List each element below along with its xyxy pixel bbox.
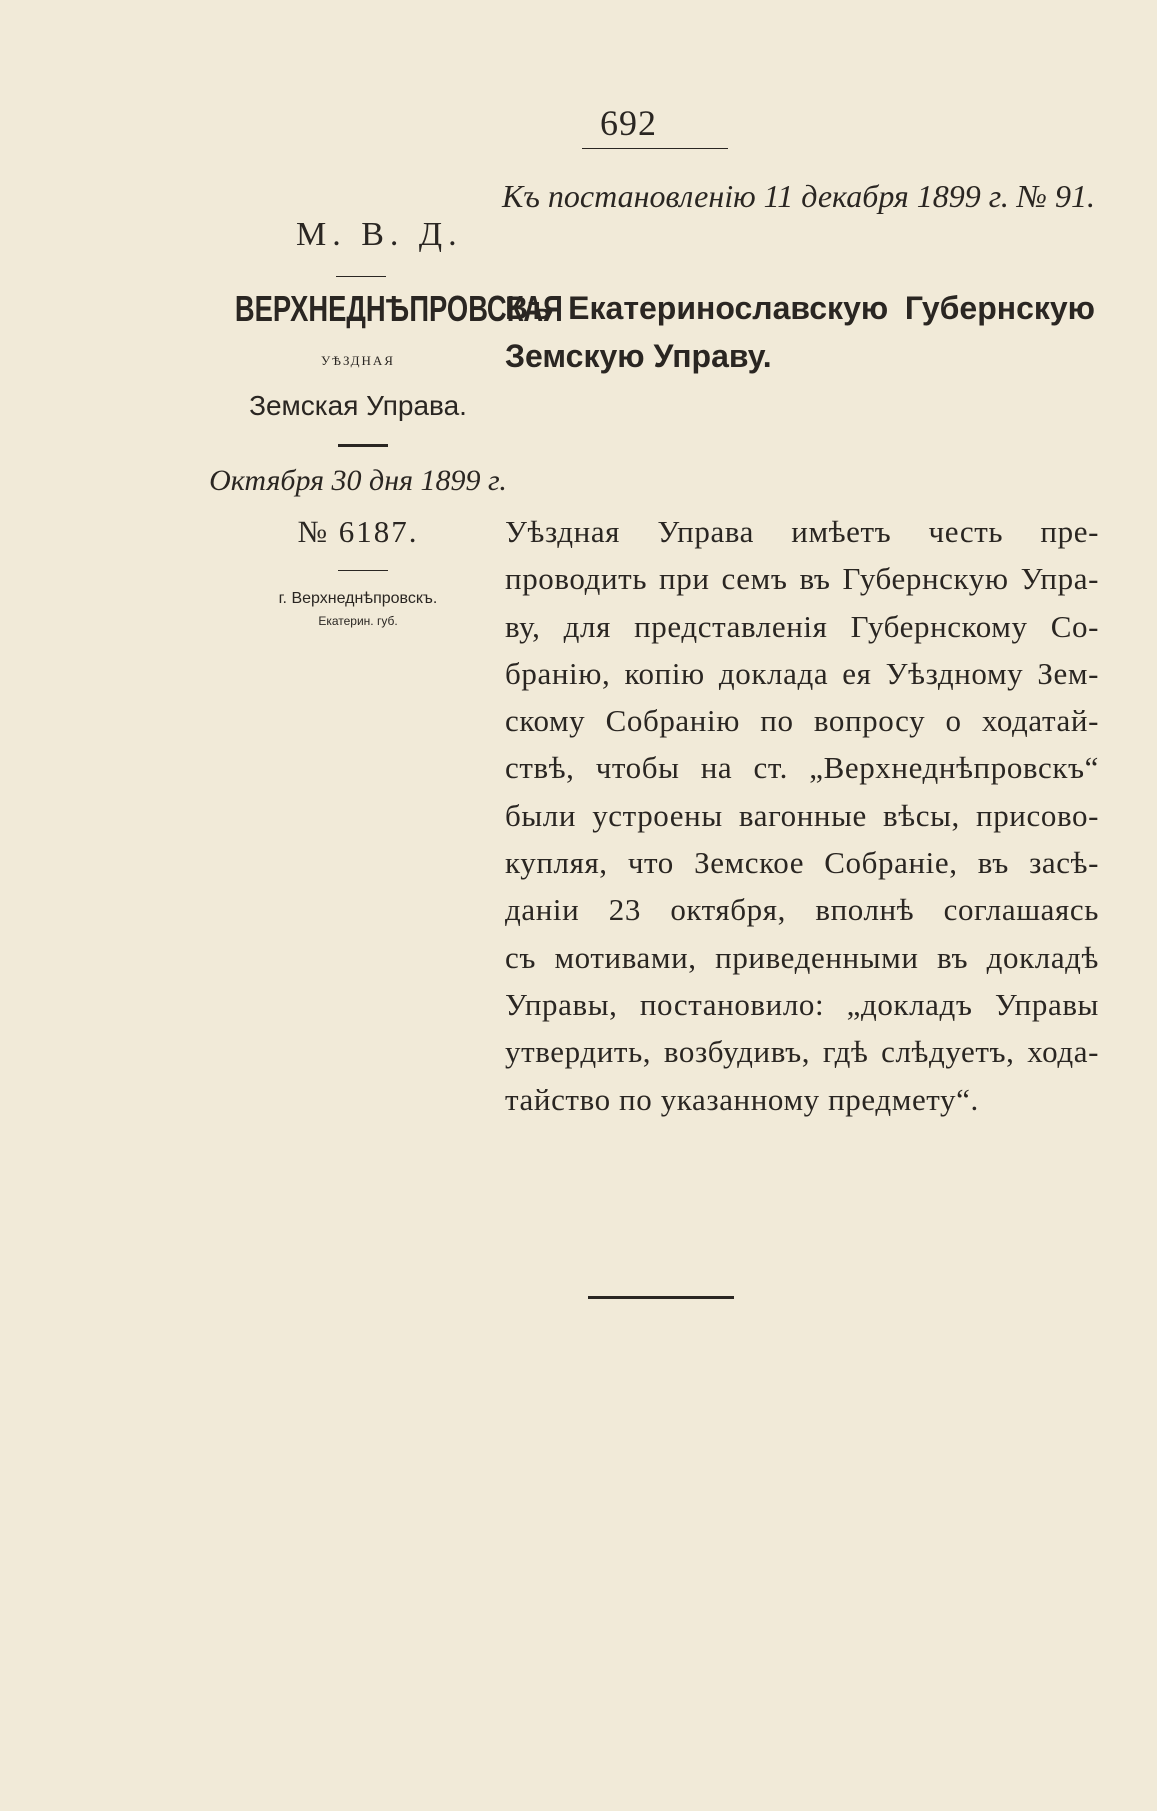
body-line: тайство по указанному предмету“. bbox=[505, 1081, 979, 1117]
board-rule bbox=[338, 444, 388, 447]
sender-board: Земская Управа. bbox=[249, 390, 467, 421]
ministry-rule bbox=[336, 276, 386, 277]
body-line: Уѣздная Управа имѣетъ честь пре- bbox=[505, 514, 1099, 549]
resolution-reference: Къ постановленію 11 декабря 1899 г. № 91. bbox=[502, 178, 1095, 214]
sender-office-name: ВЕРХНЕДНѢПРОВСКАЯ bbox=[234, 288, 563, 329]
page-number: 692 bbox=[600, 103, 657, 143]
body-line: проводить при семъ въ Губернскую Упра- bbox=[505, 561, 1099, 597]
sender-town: г. Верхнеднѣпровскъ. bbox=[278, 590, 438, 607]
body-line: были устроены вагонные вѣсы, присово- bbox=[505, 797, 1099, 833]
page-number-rule bbox=[582, 148, 728, 149]
letter-body bbox=[505, 508, 1099, 1123]
document-number: № 6187. bbox=[297, 514, 419, 549]
body-line: Управы, постановило: „докладъ Управы bbox=[505, 986, 1099, 1022]
ministry-abbreviation: М. В. Д. bbox=[296, 216, 463, 253]
body-line: ву, для представленія Губернскому Со- bbox=[505, 608, 1099, 644]
body-line: даніи 23 октября, вполнѣ соглашаясь bbox=[505, 892, 1099, 928]
body-line: бранію, копію доклада ея Уѣздному Зем- bbox=[505, 655, 1099, 691]
sender-office-type: УѢЗДНАЯ bbox=[321, 353, 395, 368]
body-line: купляя, что Земское Собраніе, въ засѣ- bbox=[505, 845, 1099, 881]
number-rule bbox=[338, 570, 388, 571]
document-date: Октября 30 дня 1899 г. bbox=[209, 464, 507, 497]
body-line: ствѣ, чтобы на ст. „Верхнеднѣпровскъ“ bbox=[505, 750, 1099, 786]
closing-rule bbox=[588, 1296, 734, 1299]
body-line: утвердить, возбудивъ, гдѣ слѣдуетъ, хода- bbox=[505, 1034, 1099, 1070]
addressee: Въ Екатеринославскую Губернскую Земскую Управу. bbox=[505, 290, 1095, 374]
sender-province: Екатерин. губ. bbox=[318, 614, 398, 628]
body-line: съ мотивами, приведенными въ докладѣ bbox=[505, 939, 1099, 975]
body-line: скому Собранію по вопросу о ходатай- bbox=[505, 703, 1099, 739]
